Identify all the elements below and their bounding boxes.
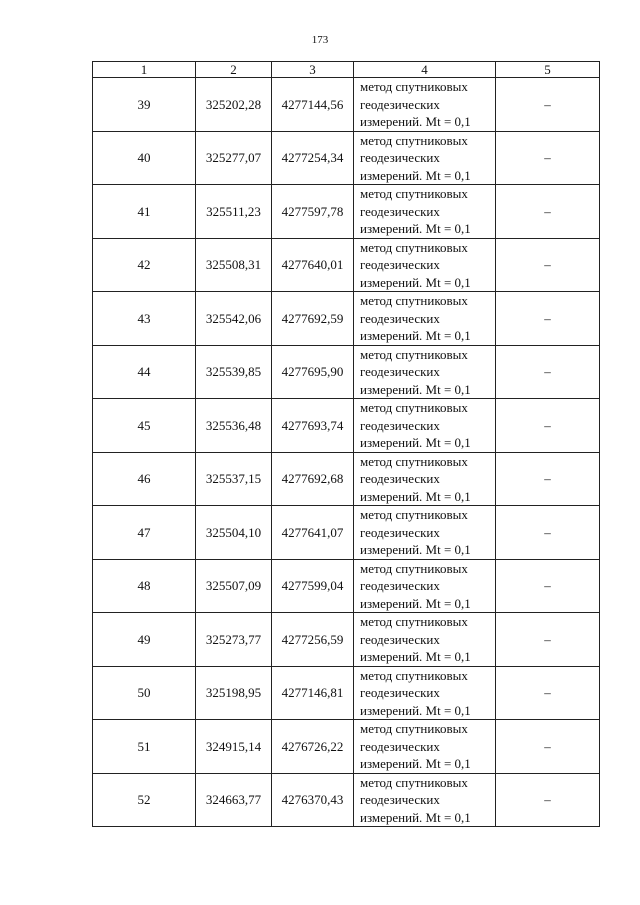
method-line: измерений. Mt = 0,1 [360,488,471,504]
x-coordinate-cell: 325507,09 [196,559,272,613]
method-line: измерений. Mt = 0,1 [360,381,471,397]
method-line: метод спутниковых [360,79,468,94]
table-row [93,452,600,506]
method-line: геодезических [360,524,440,540]
point-number-cell: 40 [93,131,196,185]
method-cell [354,452,496,506]
method-line: метод спутниковых [360,400,468,415]
note-cell: – [496,185,600,239]
method-line: измерений. Mt = 0,1 [360,221,471,236]
method-line: метод спутниковых [360,186,468,201]
note-cell: – [496,399,600,453]
method-line: метод спутниковых [360,346,468,362]
x-coordinate-cell: 325536,48 [196,399,272,453]
method-cell [354,506,496,560]
note-cell: – [496,131,600,185]
y-coordinate-cell: 4277641,07 [272,506,354,560]
point-number-cell: 51 [93,720,196,774]
column-header: 3 [272,62,354,78]
note-cell: – [496,452,600,506]
point-number-cell: 45 [93,399,196,453]
point-number-cell: 49 [93,613,196,667]
method-cell [354,773,496,827]
y-coordinate-cell: 4277146,81 [272,666,354,720]
method-line: геодезических [360,738,440,754]
y-coordinate-cell: 4276370,43 [272,773,354,827]
method-line: метод спутниковых [360,453,468,469]
method-line: измерений. Mt = 0,1 [360,114,471,129]
y-coordinate-cell: 4277640,01 [272,238,354,292]
method-cell [354,131,496,185]
coordinates-table [92,61,600,827]
method-line: измерений. Mt = 0,1 [360,435,471,450]
y-coordinate-cell: 4277256,59 [272,613,354,667]
method-line: геодезических [360,96,440,112]
y-coordinate-cell: 4277693,74 [272,399,354,453]
point-number-cell: 52 [93,773,196,827]
method-cell [354,345,496,399]
method-line: метод спутниковых [360,667,468,683]
note-cell: – [496,720,600,774]
note-cell: – [496,238,600,292]
table-row [93,185,600,239]
point-number-cell: 50 [93,666,196,720]
x-coordinate-cell: 324663,77 [196,773,272,827]
note-cell: – [496,345,600,399]
note-cell: – [496,292,600,346]
x-coordinate-cell: 325511,23 [196,185,272,239]
table-row [93,773,600,827]
note-cell: – [496,506,600,560]
method-line: геодезических [360,257,440,272]
method-line: измерений. Mt = 0,1 [360,542,471,557]
table-row [93,666,600,720]
method-cell [354,666,496,720]
table-row [93,292,600,346]
page-number: 173 [311,34,329,46]
method-line: геодезических [360,417,440,433]
method-line: измерений. Mt = 0,1 [360,649,471,664]
table-row [93,238,600,292]
x-coordinate-cell: 324915,14 [196,720,272,774]
method-cell [354,185,496,239]
point-number-cell: 48 [93,559,196,613]
method-cell [354,238,496,292]
y-coordinate-cell: 4277254,34 [272,131,354,185]
y-coordinate-cell: 4276726,22 [272,720,354,774]
y-coordinate-cell: 4277599,04 [272,559,354,613]
y-coordinate-cell: 4277695,90 [272,345,354,399]
table-header-row [93,62,600,78]
point-number-cell: 42 [93,238,196,292]
method-line: измерений. Mt = 0,1 [360,595,471,611]
method-line: геодезических [360,203,440,219]
method-line: измерений. Mt = 0,1 [360,274,471,290]
method-line: метод спутниковых [360,721,468,736]
y-coordinate-cell: 4277692,68 [272,452,354,506]
method-line: метод спутниковых [360,132,468,148]
column-header: 2 [196,62,272,78]
table-row [93,131,600,185]
table-row [93,399,600,453]
method-line: измерений. Mt = 0,1 [360,809,471,825]
method-line: метод спутниковых [360,560,468,576]
point-number-cell: 46 [93,452,196,506]
x-coordinate-cell: 325273,77 [196,613,272,667]
x-coordinate-cell: 325202,28 [196,78,272,132]
point-number-cell: 43 [93,292,196,346]
point-number-cell: 47 [93,506,196,560]
y-coordinate-cell: 4277144,56 [272,78,354,132]
x-coordinate-cell: 325508,31 [196,238,272,292]
note-cell: – [496,78,600,132]
point-number-cell: 39 [93,78,196,132]
x-coordinate-cell: 325539,85 [196,345,272,399]
x-coordinate-cell: 325537,15 [196,452,272,506]
method-line: геодезических [360,631,440,647]
point-number-cell: 41 [93,185,196,239]
method-line: геодезических [360,150,440,165]
method-line: метод спутниковых [360,239,468,255]
method-line: измерений. Mt = 0,1 [360,702,471,718]
method-line: метод спутниковых [360,293,468,308]
method-line: геодезических [360,685,440,700]
table-row [93,78,600,132]
method-line: измерений. Mt = 0,1 [360,167,471,183]
note-cell: – [496,666,600,720]
method-line: геодезических [360,578,440,593]
method-cell [354,613,496,667]
method-cell [354,292,496,346]
point-number-cell: 44 [93,345,196,399]
method-line: геодезических [360,310,440,326]
y-coordinate-cell: 4277597,78 [272,185,354,239]
method-line: метод спутниковых [360,774,468,790]
column-header: 4 [354,62,496,78]
x-coordinate-cell: 325277,07 [196,131,272,185]
note-cell: – [496,773,600,827]
method-line: геодезических [360,792,440,807]
table-row [93,720,600,774]
column-header: 1 [93,62,196,78]
y-coordinate-cell: 4277692,59 [272,292,354,346]
method-line: геодезических [360,471,440,486]
method-line: метод спутниковых [360,507,468,522]
column-header: 5 [496,62,600,78]
method-line: геодезических [360,364,440,379]
note-cell: – [496,613,600,667]
method-cell [354,399,496,453]
method-line: измерений. Mt = 0,1 [360,328,471,343]
x-coordinate-cell: 325504,10 [196,506,272,560]
method-line: метод спутниковых [360,614,468,629]
table-row [93,345,600,399]
method-line: измерений. Mt = 0,1 [360,756,471,771]
method-cell [354,559,496,613]
note-cell: – [496,559,600,613]
x-coordinate-cell: 325198,95 [196,666,272,720]
table-row [93,613,600,667]
x-coordinate-cell: 325542,06 [196,292,272,346]
method-cell [354,720,496,774]
table-row [93,559,600,613]
table-row [93,506,600,560]
method-cell [354,78,496,132]
table-body [93,78,600,827]
